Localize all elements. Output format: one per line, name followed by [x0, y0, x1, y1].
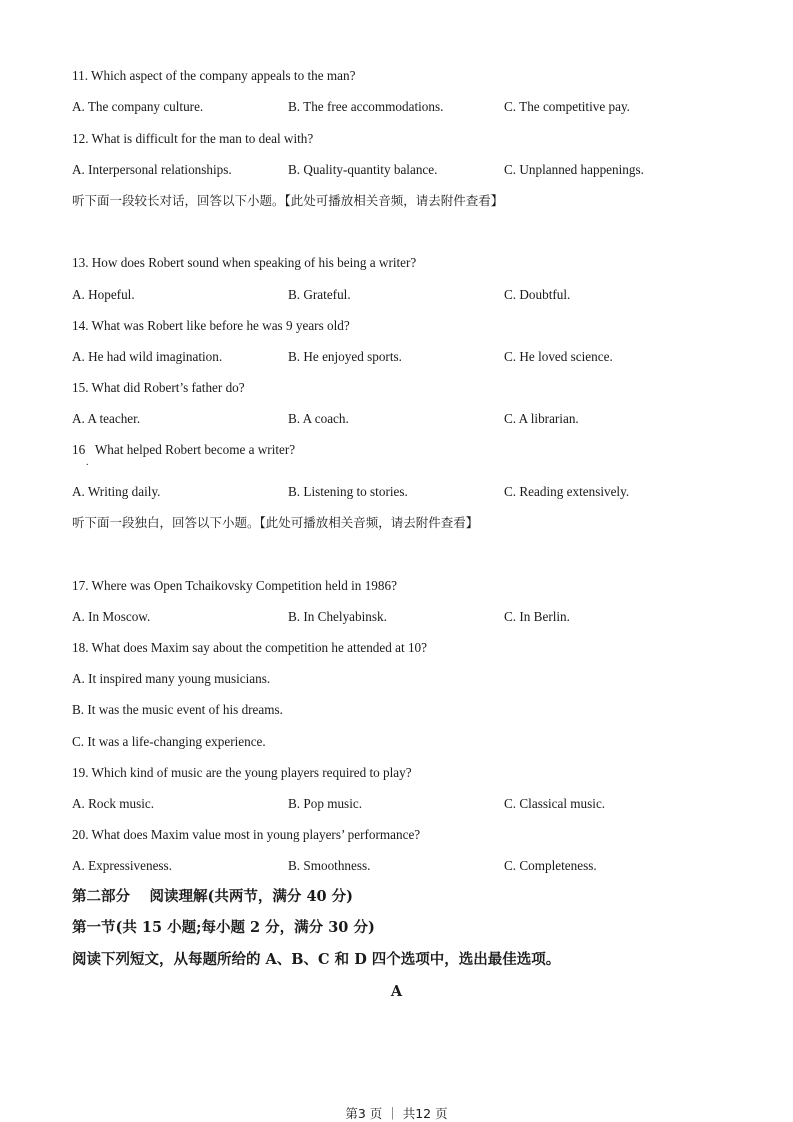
- option-12-b: B. Quality-quantity balance.: [288, 162, 438, 177]
- option-19-a: A. Rock music.: [72, 796, 155, 811]
- question-19: 19. Which kind of music are the young players required to play?: [72, 765, 412, 780]
- option-11-b: B. The free accommodations.: [288, 99, 444, 114]
- option-15-c: C. A librarian.: [504, 411, 579, 426]
- passage-label: A: [390, 983, 403, 1000]
- option-14-a: A. He had wild imagination.: [72, 349, 223, 364]
- option-19-c: C. Classical music.: [504, 796, 606, 811]
- question-18: 18. What does Maxim say about the competition he attended at 10?: [72, 640, 427, 655]
- question-15: 15. What did Robert’s father do?: [72, 380, 245, 395]
- option-16-a: A. Writing daily.: [72, 484, 161, 499]
- page-footer: 第3 页 ｜ 共12 页: [345, 1106, 448, 1121]
- option-20-c: C. Completeness.: [504, 858, 597, 873]
- option-16-c: C. Reading extensively.: [504, 484, 630, 499]
- question-14: 14. What was Robert like before he was 9 years old?: [72, 318, 350, 333]
- part-two-heading: 第二部分 阅读理解(共两节，满分 40 分): [72, 888, 354, 905]
- option-16-b: B. Listening to stories.: [288, 484, 408, 499]
- option-13-c: C. Doubtful.: [504, 287, 571, 302]
- option-14-b: B. He enjoyed sports.: [288, 349, 402, 364]
- option-17-b: B. In Chelyabinsk.: [288, 609, 387, 624]
- instruction-monologue: 听下面一段独白，回答以下小题。【此处可播放相关音频，请去附件查看】: [72, 515, 479, 530]
- option-13-b: B. Grateful.: [288, 287, 351, 302]
- option-19-b: B. Pop music.: [288, 796, 363, 811]
- option-11-c: C. The competitive pay.: [504, 99, 630, 114]
- question-17: 17. Where was Open Tchaikovsky Competition held in 1986?: [72, 578, 397, 593]
- option-12-c: C. Unplanned happenings.: [504, 162, 644, 177]
- option-20-b: B. Smoothness.: [288, 858, 371, 873]
- question-20: 20. What does Maxim value most in young players’ performance?: [72, 827, 421, 842]
- option-11-a: A. The company culture.: [72, 99, 204, 114]
- question-11: 11. Which aspect of the company appeals to the man?: [72, 68, 356, 83]
- option-18-b: B. It was the music event of his dreams.: [72, 702, 283, 717]
- option-15-a: A. A teacher.: [72, 411, 141, 426]
- option-18-a: A. It inspired many young musicians.: [72, 671, 271, 686]
- option-12-a: A. Interpersonal relationships.: [72, 162, 232, 177]
- reading-directions: 阅读下列短文，从每题所给的 A、B、C 和 D 四个选项中，选出最佳选项。: [72, 951, 561, 968]
- question-12: 12. What is difficult for the man to deal with?: [72, 131, 314, 146]
- option-17-c: C. In Berlin.: [504, 609, 570, 624]
- option-15-b: B. A coach.: [288, 411, 349, 426]
- option-18-c: C. It was a life-changing experience.: [72, 734, 266, 749]
- question-13: 13. How does Robert sound when speaking of his being a writer?: [72, 255, 417, 270]
- option-14-c: C. He loved science.: [504, 349, 613, 364]
- option-13-a: A. Hopeful.: [72, 287, 135, 302]
- question-16: 16 What helped Robert become a writer?: [72, 442, 296, 457]
- instruction-long-dialogue: 听下面一段较长对话，回答以下小题。【此处可播放相关音频，请去附件查看】: [72, 193, 504, 208]
- stray-dot: .: [86, 457, 89, 468]
- section-one-heading: 第一节(共 15 小题;每小题 2 分，满分 30 分): [72, 919, 375, 936]
- option-17-a: A. In Moscow.: [72, 609, 151, 624]
- option-20-a: A. Expressiveness.: [72, 858, 172, 873]
